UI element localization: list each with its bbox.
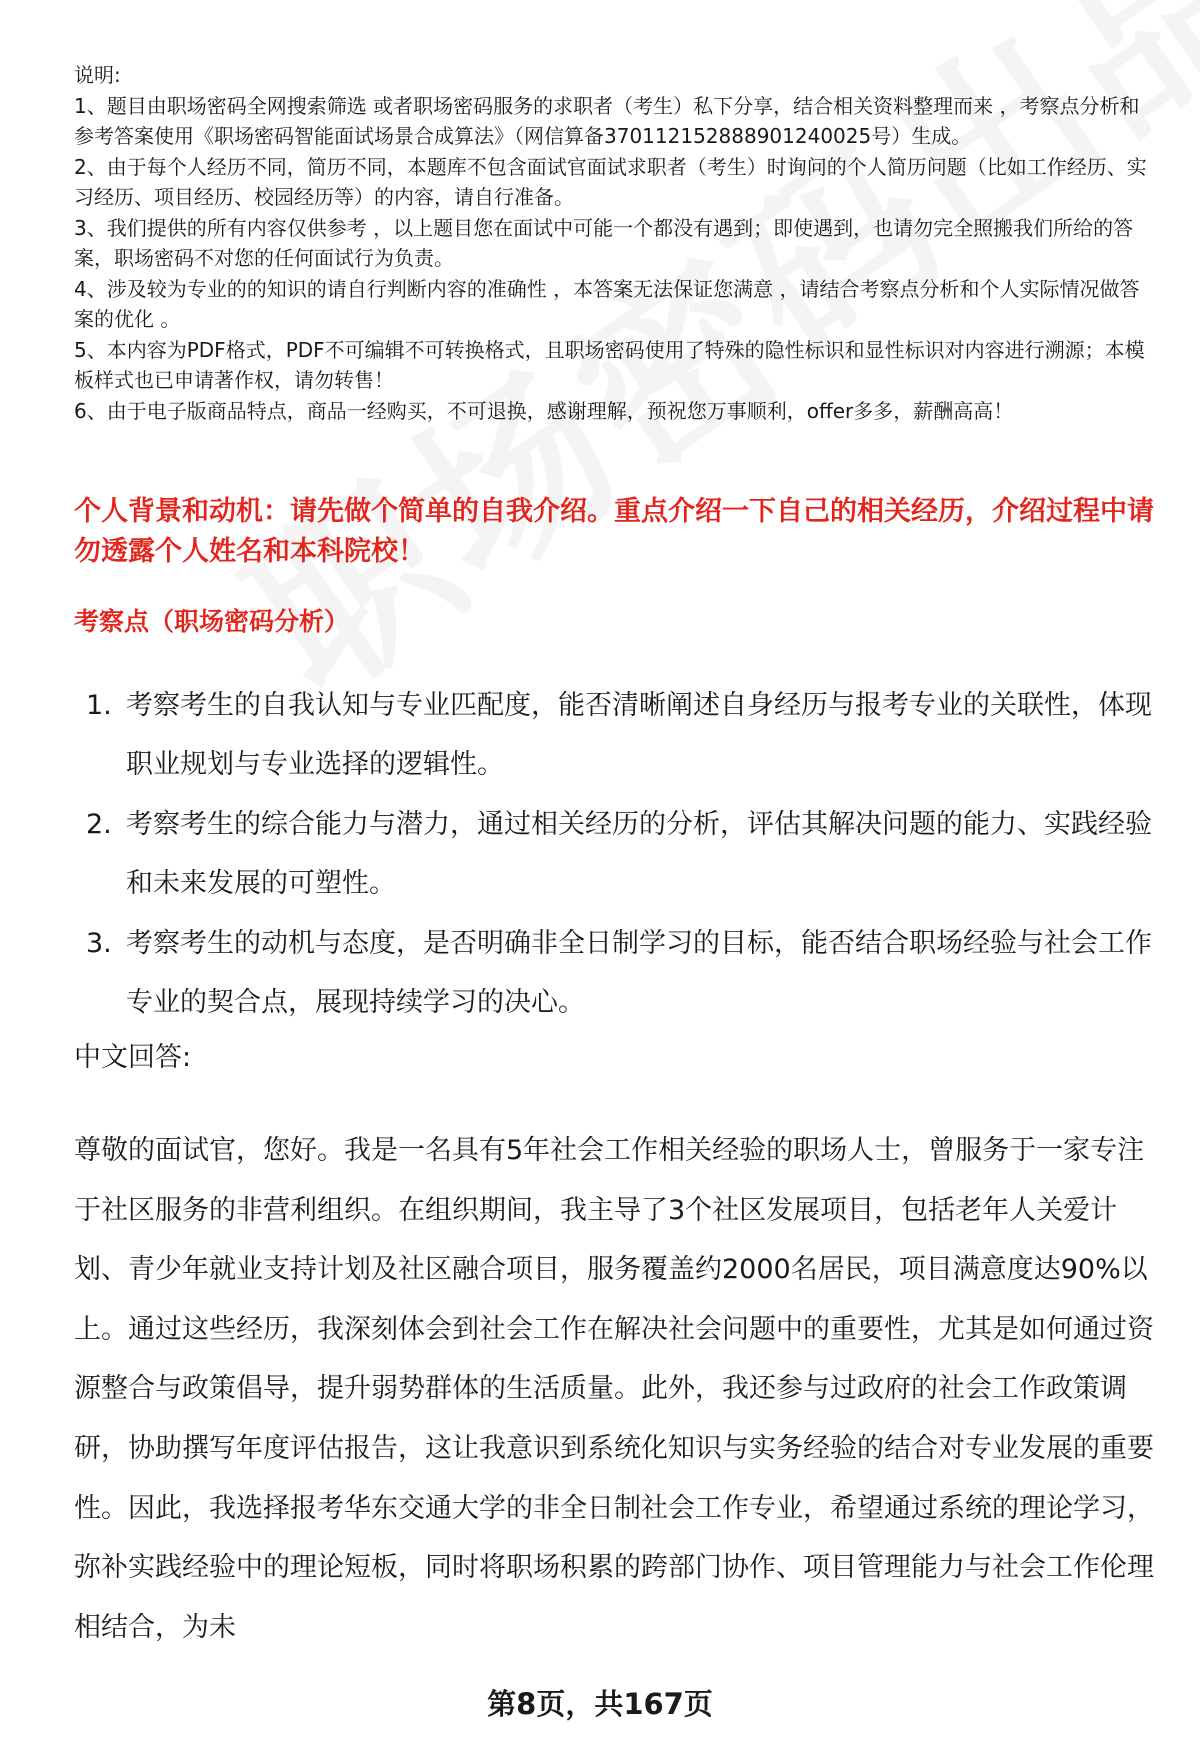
page-number: 第8页，共167页 <box>487 1687 713 1721</box>
point-text: 考察考生的自我认知与专业匹配度，能否清晰阐述自身经历与报考专业的关联性，体现职业规划与专业选择的逻辑性。 <box>126 690 1152 780</box>
notes-title: 说明: <box>74 63 121 87</box>
notes-item: 1、题目由职场密码全网搜索筛选 或者职场密码服务的求职者（考生）私下分享，结合相关资料整理而来 ，考察点分析和参考答案使用《职场密码智能面试场景合成算法》（网信算备370112152888901240025号）生成。 <box>74 93 1140 148</box>
answer-label: 中文回答: <box>74 1042 192 1073</box>
notes-item: 2、由于每个人经历不同，简历不同，本题库不包含面试官面试求职者（考生）时询问的个人简历问题（比如工作经历、实习经历、项目经历、校园经历等）的内容，请自行准备。 <box>74 154 1147 209</box>
analysis-point <box>74 914 1154 1032</box>
analysis-points <box>74 676 1154 1033</box>
notes-item: 4、涉及较为专业的的知识的请自行判断内容的准确性 ，本答案无法保证您满意 ，请结合考察点分析和个人实际情况做答案的优化 。 <box>74 276 1140 331</box>
point-number: 3. <box>86 928 112 959</box>
notes-item: 6、由于电子版商品特点，商品一经购买，不可退换，感谢理解，预祝您万事顺利，offer多多，薪酬高高！ <box>74 398 1014 423</box>
answer-text: 尊敬的面试官，您好。我是一名具有5年社会工作相关经验的职场人士，曾服务于一家专注于社区服务的非营利组织。在组织期间，我主导了3个社区发展项目，包括老年人关爱计划、青少年就业支持计划及社区融合项目，服务覆盖约2000名居民，项目满意度达90%以上。通过这些经历，我深刻体会到社会工作在解决社会问题中的重要性，尤其是如何通过资源整合与政策倡导，提升弱势群体的生活质量。此外，我还参与过政府的社会工作政策调研，协助撰写年度评估报告，这让我意识到系统化知识与实务经验的结合对专业发展的重要性。因此，我选择报考华东交通大学的非全日制社会工作专业，希望通过系统的理论学习，弥补实践经验中的理论短板，同时将职场积累的跨部门协作、项目管理能力与社会工作伦理相结合，为未 <box>74 1135 1154 1643</box>
interview-question: 个人背景和动机：请先做个简单的自我介绍。重点介绍一下自己的相关经历，介绍过程中请勿透露个人姓名和本科院校！ <box>74 496 1154 567</box>
point-number: 1. <box>86 690 112 721</box>
notes-item: 5、本内容为PDF格式，PDF不可编辑不可转换格式，且职场密码使用了特殊的隐性标识和显性标识对内容进行溯源；本模板样式也已申请著作权，请勿转售！ <box>74 337 1145 392</box>
analysis-point <box>74 676 1154 794</box>
point-text: 考察考生的动机与态度，是否明确非全日制学习的目标，能否结合职场经验与社会工作专业的契合点，展现持续学习的决心。 <box>126 928 1152 1018</box>
point-text: 考察考生的综合能力与潜力，通过相关经历的分析，评估其解决问题的能力、实践经验和未来发展的可塑性。 <box>126 809 1152 899</box>
analysis-heading: 考察点（职场密码分析） <box>74 607 350 636</box>
notes-section <box>74 60 1154 426</box>
analysis-point <box>74 795 1154 913</box>
point-number: 2. <box>86 809 112 840</box>
notes-item: 3、我们提供的所有内容仅供参考 ，以上题目您在面试中可能一个都没有遇到；即使遇到，也请勿完全照搬我们所给的答案，职场密码不对您的任何面试行为负责。 <box>74 215 1134 270</box>
